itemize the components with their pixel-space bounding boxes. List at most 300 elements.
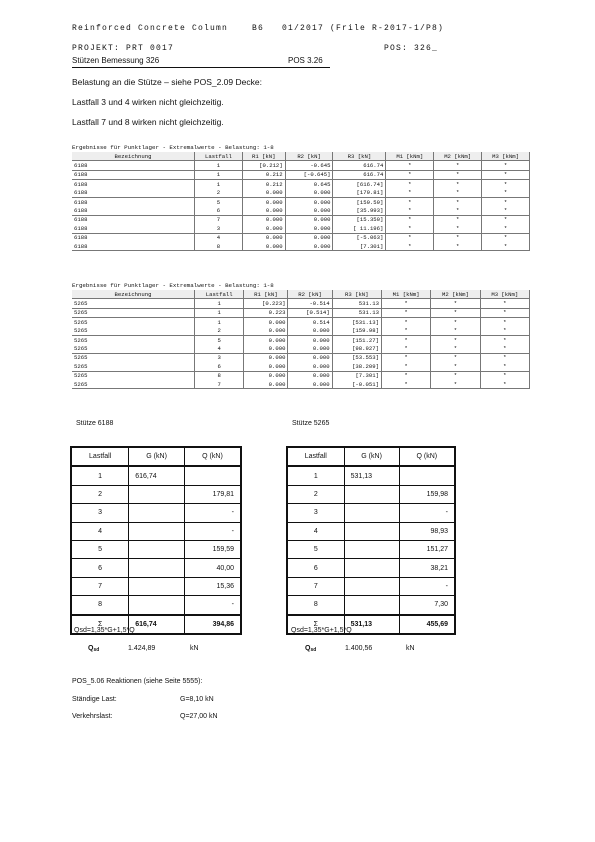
table-cell: 6188 [72,242,195,251]
table-cell: 1 [195,308,244,317]
table-cell: [53.553] [332,353,381,362]
table-cell: * [381,371,430,380]
summary-cell [184,466,241,485]
table-cell: 0.212 [242,180,285,189]
table-cell: * [480,318,529,327]
table-cell: 5265 [72,371,195,380]
summary-cell [129,577,185,595]
summary-cell: 8 [71,596,129,615]
table-cell: * [381,344,430,353]
table-cell: 0.000 [288,371,332,380]
table-row [72,335,530,344]
reaction-value-permanent: G=8,10 kN [180,696,214,703]
summary-cell [344,504,399,522]
table-cell: [179.81] [333,189,386,198]
summary-cell [129,504,185,522]
table-cell: * [431,327,480,336]
summary-cell [129,522,185,540]
table-cell: [151.27] [332,335,381,344]
table-cell: * [386,197,434,206]
table-row [72,242,530,251]
summary-cell: 5 [287,540,344,558]
results-table-6188 [72,144,530,251]
summary-cell: G (kN) [344,447,399,466]
table-cell: 0.000 [285,215,333,224]
table-cell: 6188 [72,161,195,170]
table-cell: 5265 [72,318,195,327]
table-cell: * [482,206,530,215]
table-row [72,380,530,389]
col-r3: R3 [kN] [333,152,386,161]
summary-row [71,485,241,503]
col-m2: M2 [kNm] [434,152,482,161]
table-row [72,206,530,215]
column-title-5265: Stütze 5265 [292,420,330,427]
table-cell: 6188 [72,197,195,206]
summary-row [71,559,241,577]
summary-cell: 8 [287,596,344,615]
summary-row [287,559,455,577]
table-cell: 0.000 [285,233,333,242]
table-cell: 0.000 [242,215,285,224]
table-cell: [159.59] [333,197,386,206]
summary-row [287,485,455,503]
summary-cell: Lastfall [287,447,344,466]
table-cell: 0.223 [244,308,288,317]
table-cell: 6188 [72,224,195,233]
table-cell: [531.13] [332,318,381,327]
summary-row [71,577,241,595]
table-cell: * [482,189,530,198]
table-row [72,197,530,206]
summary-cell: 616,74 [129,615,185,634]
table-cell: 0.000 [242,206,285,215]
summary-row [287,522,455,540]
col-r2: R2 [kN] [285,152,333,161]
table-cell: 0.000 [288,353,332,362]
summary-cell: 159,98 [399,485,455,503]
table-row [72,215,530,224]
table-row [72,233,530,242]
table-cell: * [386,206,434,215]
summary-cell: 3 [71,504,129,522]
table-cell: * [480,299,529,308]
table-cell: 6188 [72,180,195,189]
project-label: PROJEKT: PRT 0017 [72,44,175,53]
table-cell: * [482,215,530,224]
summary-cell: 5 [71,540,129,558]
table-cell: 0.000 [285,224,333,233]
table-cell: 0.000 [285,206,333,215]
table-cell: * [434,224,482,233]
table-cell: * [482,224,530,233]
table-cell: * [434,242,482,251]
summary-cell: Σ [71,615,129,634]
reactions-title: POS_5.06 Reaktionen (siehe Seite 5555): [72,678,203,685]
result-label-6188: $Q_{sd}$ [88,645,100,653]
table-cell: 0.000 [242,224,285,233]
reaction-value-live: Q=27,00 kN [180,713,218,720]
table-cell: * [431,380,480,389]
table-cell: * [381,327,430,336]
summary-cell: G (kN) [129,447,185,466]
table-row [72,189,530,198]
table-cell: [98.927] [332,344,381,353]
table-cell: 0.000 [288,344,332,353]
table-cell: * [480,380,529,389]
table-cell: 0.000 [242,242,285,251]
table-cell: 0.000 [244,362,288,371]
table-cell: 0.000 [242,197,285,206]
summary-cell: - [399,504,455,522]
summary-cell: Lastfall [71,447,129,466]
table-cell: 1 [195,170,243,179]
table-cell: 0.000 [244,318,288,327]
table-cell: 531.13 [332,308,381,317]
table-cell: 0.000 [288,327,332,336]
table-cell: * [480,362,529,371]
section-heading [72,56,330,68]
table-cell: 3 [195,224,243,233]
table-cell: 5265 [72,380,195,389]
table-cell: 6188 [72,206,195,215]
table-cell: 5265 [72,362,195,371]
table-cell: * [431,344,480,353]
reaction-label-live: Verkehrslast: [72,713,113,720]
table-cell: * [431,335,480,344]
summary-cell: - [184,504,241,522]
col-lastfall: Lastfall [195,290,244,299]
table-cell: 0.000 [288,362,332,371]
intro-text-2: Lastfall 3 und 4 wirken nicht gleichzeitig. [72,97,224,107]
formula-5265: Qsd=1,35*G+1,5*Q [291,627,352,634]
table-cell: * [482,197,530,206]
summary-row [71,466,241,485]
summary-cell [129,540,185,558]
table-cell: * [482,242,530,251]
summary-row [71,447,241,466]
summary-cell: 7 [287,577,344,595]
col-r1: R1 [kN] [242,152,285,161]
summary-cell: 159,59 [184,540,241,558]
table-row [72,299,530,308]
table-cell: * [434,161,482,170]
table-cell: * [434,215,482,224]
table-cell: * [480,344,529,353]
table-cell: [38.209] [332,362,381,371]
table-cell: 0.000 [242,189,285,198]
table-cell: * [386,161,434,170]
table-cell: [7.301] [333,242,386,251]
table-cell: 3 [195,353,244,362]
table-cell: * [386,224,434,233]
result-unit-5265: kN [406,645,415,652]
table-cell: * [434,233,482,242]
table-cell: * [434,206,482,215]
summary-row [71,522,241,540]
column-title-6188: Stütze 6188 [76,420,114,427]
col-bezeichnung: Bezeichnung [72,152,195,161]
col-r3: R3 [kN] [332,290,381,299]
table-cell: * [386,170,434,179]
table-cell: 0.000 [244,344,288,353]
table-cell: * [480,371,529,380]
summary-row [71,504,241,522]
table-cell: [0.212] [242,161,285,170]
table-cell: * [482,161,530,170]
summary-cell: 4 [287,522,344,540]
table-cell: 0.000 [244,335,288,344]
summary-cell: Q (kN) [184,447,241,466]
table-cell: * [386,233,434,242]
summary-cell: 455,69 [399,615,455,634]
table-cell: 0.000 [242,233,285,242]
table-cell: * [386,180,434,189]
table-row [72,344,530,353]
result-label-5265: $Q_{sd}$ [305,645,317,653]
summary-cell: 531,13 [344,466,399,485]
col-m1: M1 [kNm] [386,152,434,161]
summary-cell [129,485,185,503]
summary-cell [344,577,399,595]
table-cell: -0.645 [285,161,333,170]
summary-table-6188 [70,446,242,635]
summary-cell [344,540,399,558]
table-cell: * [431,371,480,380]
table-cell: * [386,242,434,251]
summary-cell [129,596,185,615]
section-heading-left: Stützen Bemessung 326 [72,56,160,65]
table-cell: [159.98] [332,327,381,336]
document-header: Reinforced Concrete Column B6 01/2017 (Frile R-2017-1/P8) [72,24,445,33]
table-cell: [616.74] [333,180,386,189]
summary-cell: 3 [287,504,344,522]
summary-cell [344,596,399,615]
summary-cell [344,522,399,540]
table-cell: * [480,353,529,362]
table-cell: * [482,180,530,189]
table-cell: 4 [195,233,243,242]
summary-cell: 616,74 [129,466,185,485]
table-cell: 6188 [72,189,195,198]
table-row [72,327,530,336]
table-cell: * [381,308,430,317]
summary-row [287,504,455,522]
results-table-header [72,290,530,299]
table-cell: -0.514 [288,299,332,308]
table-cell: 616.74 [333,161,386,170]
table-cell: 0.000 [285,197,333,206]
summary-cell: 40,00 [184,559,241,577]
summary-cell: 394,86 [184,615,241,634]
summary-cell: Q (kN) [399,447,455,466]
table-cell: 6 [195,206,243,215]
table-cell: * [381,318,430,327]
table-cell: * [480,335,529,344]
summary-cell: 7 [71,577,129,595]
results-table-caption: Ergebnisse für Punktlager - Extremalwerte - Belastung: 1-8 [72,144,274,151]
table-cell: [-0.645] [285,170,333,179]
summary-row [71,540,241,558]
results-table-header [72,152,530,161]
table-cell: [ 11.196] [333,224,386,233]
col-bezeichnung: Bezeichnung [72,290,195,299]
table-cell: [-5.063] [333,233,386,242]
table-cell: * [431,362,480,371]
table-cell: 5265 [72,344,195,353]
table-cell: 5265 [72,299,195,308]
results-table-body [72,161,530,251]
table-cell: 8 [195,242,243,251]
table-row [72,180,530,189]
table-cell: 1 [195,299,244,308]
table-cell: 6188 [72,170,195,179]
table-cell: 1 [195,180,243,189]
table-cell: 2 [195,189,243,198]
table-cell: [7.301] [332,371,381,380]
col-r2: R2 [kN] [288,290,332,299]
result-value-5265: 1.400,56 [345,645,373,652]
summary-cell: 38,21 [399,559,455,577]
table-row [72,170,530,179]
summary-cell [344,485,399,503]
summary-row [287,447,455,466]
result-unit-6188: kN [190,645,199,652]
summary-cell: 6 [71,559,129,577]
formula-6188: Qsd=1,35*G+1,5*Q [74,627,135,634]
results-table-5265 [72,282,530,389]
table-cell: 0.000 [288,335,332,344]
table-cell: 531.13 [332,299,381,308]
table-row [72,161,530,170]
intro-text-3: Lastfall 7 und 8 wirken nicht gleichzeitig. [72,117,224,127]
summary-cell [344,559,399,577]
table-cell: 7 [195,215,243,224]
table-cell: 6188 [72,233,195,242]
table-cell: 616.74 [333,170,386,179]
table-row [72,224,530,233]
table-cell: 0.000 [244,380,288,389]
table-cell: 6 [195,362,244,371]
table-cell: [0.223] [244,299,288,308]
table-cell: * [431,353,480,362]
table-cell: 0.000 [244,353,288,362]
summary-cell: 2 [287,485,344,503]
table-cell: * [482,170,530,179]
table-cell: * [434,170,482,179]
table-cell: * [482,233,530,242]
table-cell: * [480,308,529,317]
table-cell: 2 [195,327,244,336]
section-heading-right: POS 3.26 [288,56,323,65]
position-label: POS: 326_ [384,44,439,53]
table-cell: * [434,197,482,206]
summary-cell: Σ [287,615,344,634]
summary-cell: 151,27 [399,540,455,558]
table-row [72,308,530,317]
table-cell: [15.350] [333,215,386,224]
table-cell: [0.514] [288,308,332,317]
table-cell: 5265 [72,308,195,317]
table-cell: 0.000 [288,380,332,389]
col-m3: M3 [kNm] [482,152,530,161]
summary-cell: - [184,596,241,615]
summary-cell: 98,93 [399,522,455,540]
summary-cell [129,559,185,577]
col-r1: R1 [kN] [244,290,288,299]
table-cell: 0.645 [285,180,333,189]
table-cell: [35.993] [333,206,386,215]
table-cell: * [431,318,480,327]
table-cell: * [431,299,480,308]
table-cell: * [431,308,480,317]
table-cell: 6188 [72,215,195,224]
col-m1: M1 [kNm] [381,290,430,299]
table-cell: * [434,189,482,198]
table-cell: * [381,299,430,308]
summary-cell: 4 [71,522,129,540]
table-cell: * [386,215,434,224]
summary-cell [399,466,455,485]
summary-row [287,577,455,595]
summary-cell: 6 [287,559,344,577]
results-table-caption: Ergebnisse für Punktlager - Extremalwerte - Belastung: 1-8 [72,282,274,289]
table-cell: * [480,327,529,336]
col-lastfall: Lastfall [195,152,243,161]
summary-cell: - [184,522,241,540]
col-m2: M2 [kNm] [431,290,480,299]
table-cell: * [381,380,430,389]
table-cell: 0.212 [242,170,285,179]
summary-cell: 531,13 [344,615,399,634]
summary-row [71,596,241,615]
table-cell: 0.000 [244,327,288,336]
table-row [72,371,530,380]
table-cell: 1 [195,161,243,170]
summary-cell: 1 [287,466,344,485]
table-cell: * [381,335,430,344]
summary-cell: 179,81 [184,485,241,503]
table-cell: * [434,180,482,189]
table-cell: * [381,353,430,362]
table-cell: [-0.051] [332,380,381,389]
result-value-6188: 1.424,89 [128,645,156,652]
table-cell: * [386,189,434,198]
table-cell: 8 [195,371,244,380]
table-cell: 0.000 [285,242,333,251]
summary-row [287,466,455,485]
summary-table-5265 [286,446,456,635]
table-cell: 5 [195,197,243,206]
summary-cell: 1 [71,466,129,485]
summary-cell: 2 [71,485,129,503]
summary-row [287,540,455,558]
table-cell: * [381,362,430,371]
results-table-body [72,299,530,389]
table-cell: 0.000 [244,371,288,380]
table-cell: 5 [195,335,244,344]
table-cell: 0.000 [285,189,333,198]
table-row [72,318,530,327]
intro-text-1: Belastung an die Stütze – siehe POS_2.09 Decke: [72,77,262,87]
table-cell: 7 [195,380,244,389]
col-m3: M3 [kNm] [480,290,529,299]
table-cell: 5265 [72,335,195,344]
table-cell: 5265 [72,353,195,362]
table-row [72,353,530,362]
summary-row [287,596,455,615]
reaction-label-permanent: Ständige Last: [72,696,117,703]
